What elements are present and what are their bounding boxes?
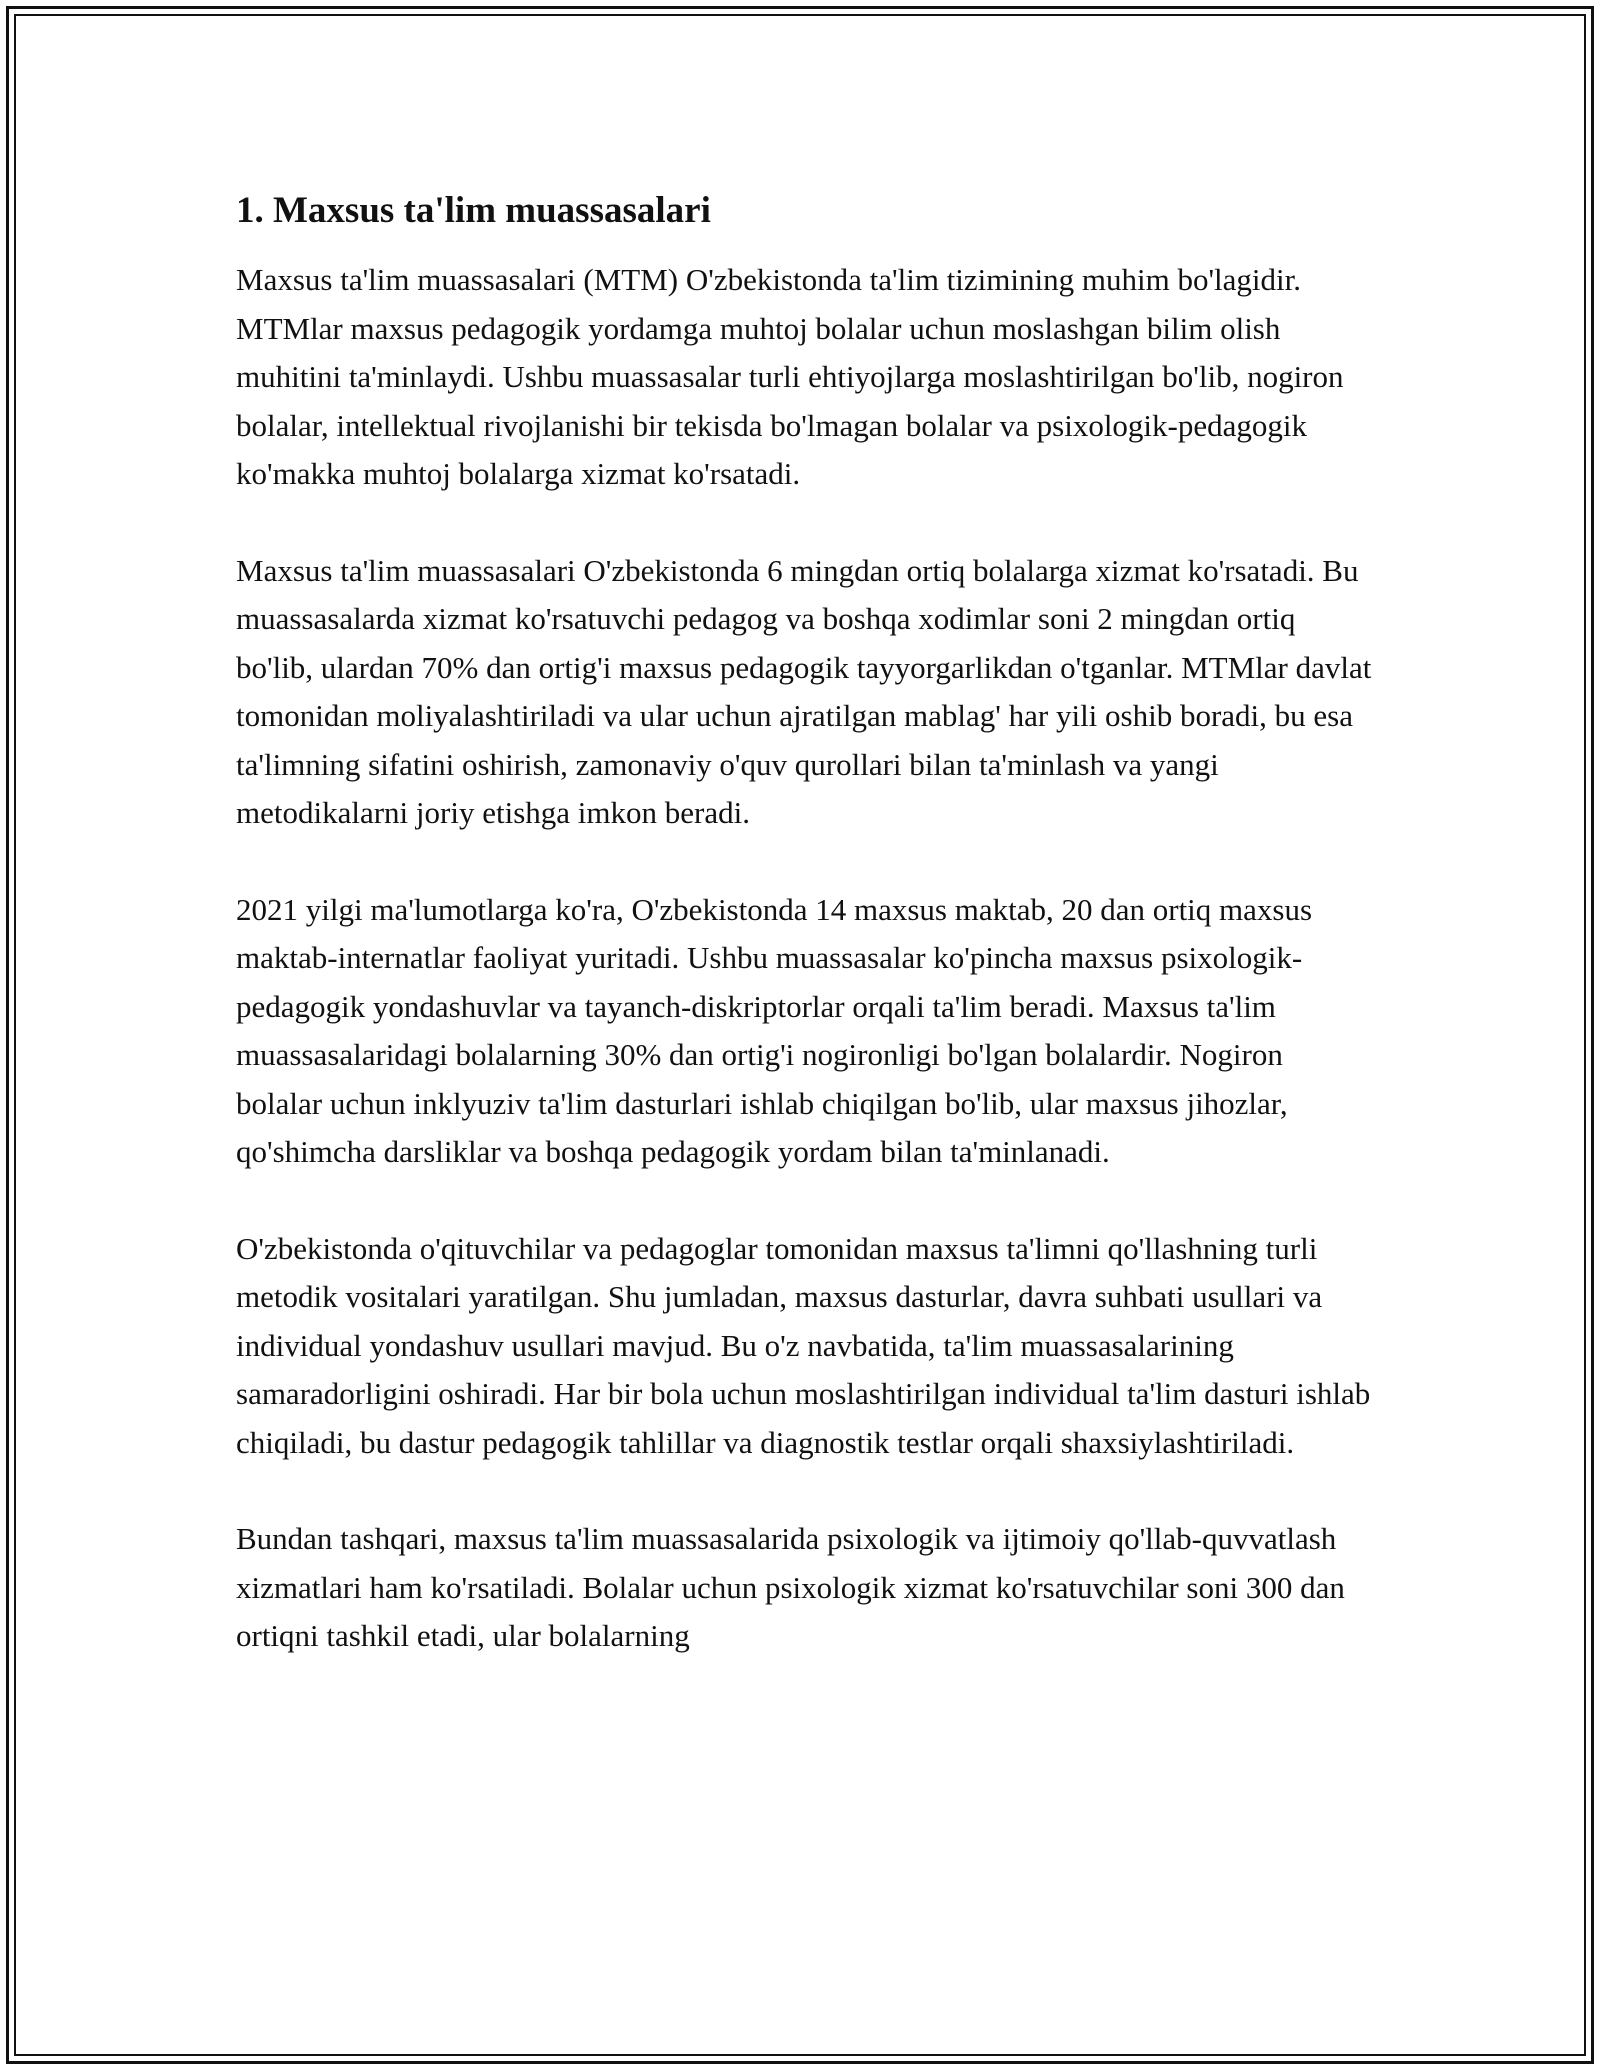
paragraph-institutions-2021: 2021 yilgi ma'lumotlarga ko'ra, O'zbekistonda 14 maxsus maktab, 20 dan ortiq maxsus maktab-internatlar faoliyat yuritadi. Ushbu muassasalar ko'pincha maxsus psixologik-pedagogik yondashuvlar va tayanch-diskriptorlar orqali ta'lim beradi. Maxsus ta'lim muassasalaridagi bolalarning 30% dan ortig'i nogironligi bo'lgan bolalardir. Nogiron bolalar uchun inklyuziv ta'lim dasturlari ishlab chiqilgan bo'lib, ular maxsus jihozlar, qo'shimcha darsliklar va boshqa pedagogik yordam bilan ta'minlanadi. xyxy=(236,891,1313,1169)
paragraph-support-services: Bundan tashqari, maxsus ta'lim muassasalarida psixologik va ijtimoiy qo'llab-quvvatlash xizmatlari ham ko'rsatiladi. Bolalar uchun psixologik xizmat ko'rsatuvchilar soni 300 dan ortiqni tashkil etadi, ular bolalarning xyxy=(236,1521,1345,1653)
paragraph-statistics: Maxsus ta'lim muassasalari O'zbekistonda 6 mingdan ortiq bolalarga xizmat ko'rsatadi. Bu muassasalarda xizmat ko'rsatuvchi pedagog va boshqa xodimlar soni 2 mingdan ortiq bo'lib, ulardan 70% dan ortig'i maxsus pedagogik tayyorgarlikdan o'tganlar. MTMlar davlat tomonidan moliyalashtiriladi va ular uchun ajratilgan mablag' har yili oshib boradi, bu esa ta'limning sifatini oshirish, zamonaviy o'quv qurollari bilan ta'minlash va yangi metodikalarni joriy etishga imkon beradi. xyxy=(236,552,1372,830)
section-heading: 1. Maxsus ta'lim muassasalari xyxy=(236,190,711,231)
paragraph-intro: Maxsus ta'lim muassasalari (MTM) O'zbekistonda ta'lim tizimining muhim bo'lagidir. MTMlar maxsus pedagogik yordamga muhtoj bolalar uchun moslashgan bilim olish muhitini ta'minlaydi. Ushbu muassasalar turli ehtiyojlarga moslashtirilgan bo'lib, nogiron bolalar, intellektual rivojlanishi bir tekisda bo'lmagan bolalar va psixologik-pedagogik ko'makka muhtoj bolalarga xizmat ko'rsatadi. xyxy=(236,262,1344,491)
paragraph-methods: O'zbekistonda o'qituvchilar va pedagoglar tomonidan maxsus ta'limni qo'llashning turli metodik vositalari yaratilgan. Shu jumladan, maxsus dasturlar, davra suhbati usullari va individual yondashuv usullari mavjud. Bu o'z navbatida, ta'lim muassasalarining samaradorligini oshiradi. Har bir bola uchun moslashtirilgan individual ta'lim dasturi ishlab chiqiladi, bu dastur pedagogik tahlillar va diagnostik testlar orqali shaxsiylashtiriladi. xyxy=(236,1230,1371,1460)
document-content xyxy=(236,186,1376,1661)
